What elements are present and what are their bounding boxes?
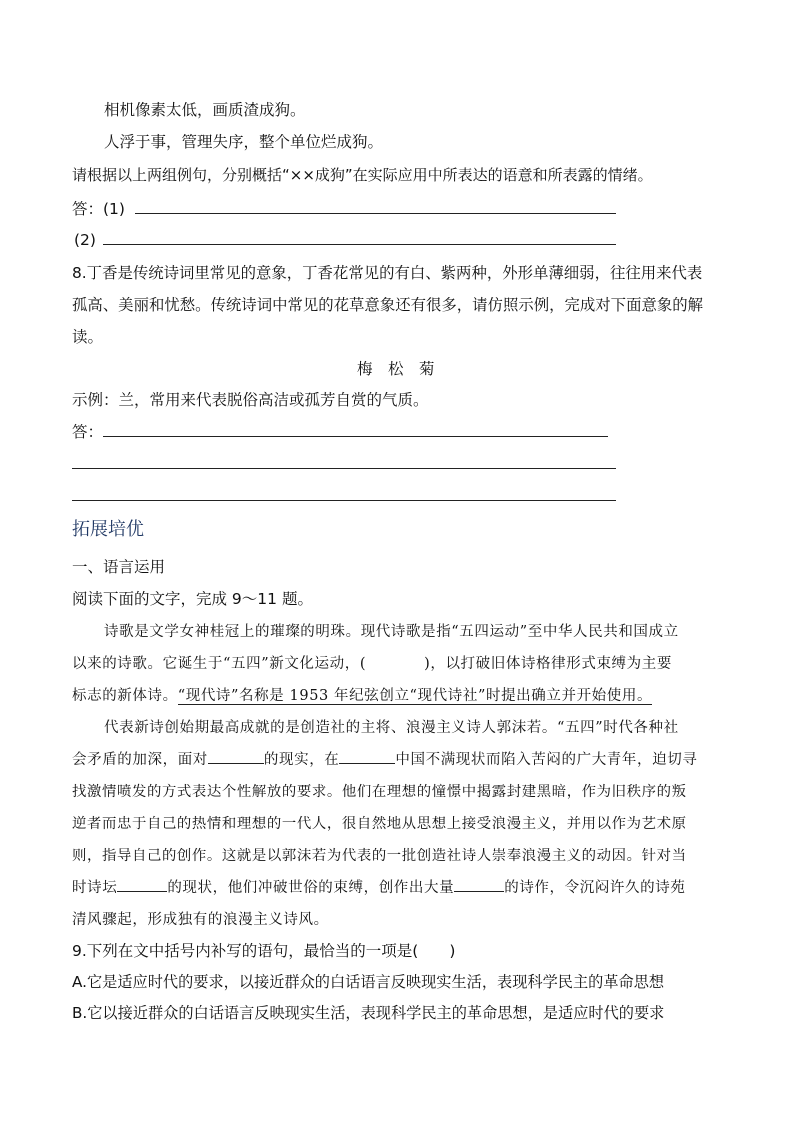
- fill-blank-1[interactable]: [208, 749, 264, 764]
- fill-blank-3[interactable]: [117, 877, 167, 892]
- passage-p2-line-1: 代表新诗创始期最高成就的是创造社的主将、浪漫主义诗人郭沫若。“五四”时代各种社: [104, 720, 679, 736]
- q8-stem-line-3: 读。: [72, 328, 104, 346]
- q8-answer-line-1[interactable]: [103, 436, 608, 437]
- q7-example-2: 人浮于事，管理失序，整个单位烂成狗。: [104, 133, 384, 151]
- underlined-sentence: “现代诗”名称是 1953 年纪弦创立“现代诗社”时提出确立并开始使用。: [177, 688, 653, 704]
- passage-p2-line-6-c: 的诗作，令沉闷许久的诗苑: [504, 880, 686, 896]
- passage-p2-line-6: [72, 877, 685, 899]
- passage-p2-line-5: 则，指导自己的创作。这就是以郭沫若为代表的一批创造社诗人崇奉浪漫主义的动因。针对当: [72, 848, 687, 864]
- passage-p2-line-7: 清风骤起，形成独有的浪漫主义诗风。: [72, 912, 329, 928]
- q7-answer-1-line[interactable]: [135, 213, 616, 214]
- section-title: 拓展培优: [72, 519, 144, 540]
- passage-p1-line-2-a: 以来的诗歌。它诞生于“五四”新文化运动，(: [72, 656, 367, 672]
- q8-stem-line-1: 8.丁香是传统诗词里常见的意象，丁香花常见的有白、紫两种，外形单薄细弱，往往用来代表: [72, 264, 703, 282]
- q8-answer-line-2[interactable]: [72, 468, 616, 469]
- passage-p2-line-2-b: 的现实，在: [263, 752, 340, 768]
- passage-p1-line-2: [72, 653, 672, 675]
- passage-p1-line-3: [72, 685, 652, 707]
- passage-p2-line-2-a: 会矛盾的加深，面对: [72, 752, 208, 768]
- q7-answer-2-line[interactable]: [103, 244, 616, 245]
- passage-p2-line-6-b: 的现状，他们冲破世俗的束缚，创作出大量: [167, 880, 455, 896]
- passage-p2-line-3: 找激情喷发的方式表达个性解放的要求。他们在理想的憧憬中揭露封建黑暗，作为旧秩序的叛: [72, 784, 687, 800]
- q7-prompt: 请根据以上两组例句，分别概括“××成狗”在实际应用中所表达的语意和所表露的情绪。: [72, 166, 653, 184]
- passage-p1-line-2-b: )，以打破旧体诗格律形式束缚为主要: [424, 656, 672, 672]
- q9-option-b[interactable]: B.它以接近群众的白话语言反映现实生活，表现科学民主的革命思想，是适应时代的要求: [72, 1004, 665, 1022]
- q8-example: 示例：兰，常用来代表脱俗高洁或孤芳自赏的气质。: [72, 391, 429, 409]
- passage-p2-line-4: 逆者而忠于自己的热情和理想的一代人，很自然地从思想上接受浪漫主义，并用以作为艺术原: [72, 816, 687, 832]
- reading-instruction: 阅读下面的文字，完成 9～11 题。: [72, 590, 313, 608]
- q7-answer-1-label: 答：(1): [72, 200, 125, 218]
- q7-answer-2-label: (2): [74, 231, 96, 249]
- q9-stem: 9.下列在文中括号内补写的语句，最恰当的一项是( ): [72, 942, 456, 960]
- fill-blank-2[interactable]: [339, 749, 395, 764]
- section-subtitle: 一、语言运用: [72, 558, 166, 576]
- passage-p1-line-1: 诗歌是文学女神桂冠上的璀璨的明珠。现代诗歌是指“五四运动”至中华人民共和国成立: [104, 624, 679, 640]
- q8-images: 梅 松 菊: [357, 360, 435, 378]
- passage-p1-line-3-a: 标志的新体诗。: [72, 688, 178, 704]
- q8-answer-label: 答：: [72, 423, 104, 441]
- q8-stem-line-2: 孤高、美丽和忧愁。传统诗词中常见的花草意象还有很多，请仿照示例，完成对下面意象的解: [72, 296, 704, 314]
- q7-example-1: 相机像素太低，画质渣成狗。: [104, 101, 306, 119]
- passage-p2-line-2-c: 中国不满现状而陷入苦闷的广大青年，迫切寻: [395, 752, 698, 768]
- q8-answer-line-3[interactable]: [72, 500, 616, 501]
- passage-p2-line-2: [72, 749, 697, 771]
- passage-p2-line-6-a: 时诗坛: [72, 880, 118, 896]
- fill-blank-4[interactable]: [454, 877, 504, 892]
- q9-option-a[interactable]: A.它是适应时代的要求，以接近群众的白话语言反映现实生活，表现科学民主的革命思想: [72, 973, 665, 991]
